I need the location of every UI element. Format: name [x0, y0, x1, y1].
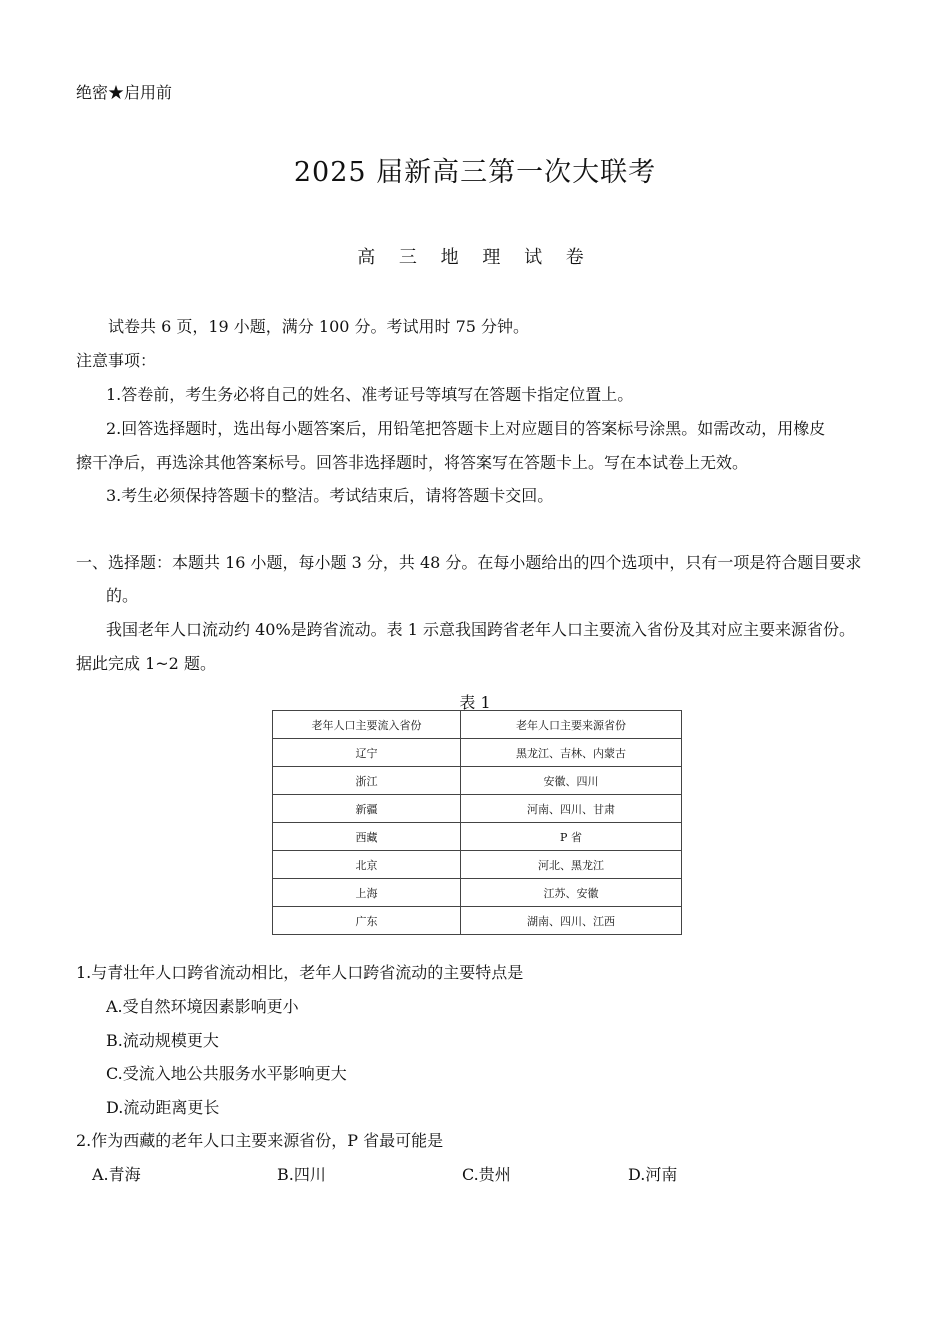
table-row — [273, 767, 682, 795]
source-cell: 黑龙江、吉林、内蒙古 — [461, 739, 682, 767]
source-cell: 河北、黑龙江 — [461, 851, 682, 879]
notice-item-3: 3.考生必须保持答题卡的整洁。考试结束后，请将答题卡交回。 — [106, 486, 554, 505]
notice-item-2-line-1: 2.回答选择题时，选出每小题答案后，用铅笔把答题卡上对应题目的答案标号涂黑。如需改动，用橡皮 — [106, 419, 826, 438]
question-2-option-d: D.河南 — [628, 1165, 678, 1184]
section-1-heading-line-2: 的。 — [106, 586, 139, 605]
subject-title: 高 三 地 理 试 卷 — [357, 247, 593, 268]
question-1-option-c: C.受流入地公共服务水平影响更大 — [106, 1064, 347, 1083]
inflow-cell: 北京 — [273, 851, 461, 879]
table-header-row — [273, 711, 682, 739]
source-cell: 安徽、四川 — [461, 767, 682, 795]
source-cell: 江苏、安徽 — [461, 879, 682, 907]
table-row — [273, 907, 682, 935]
migration-table — [272, 710, 682, 935]
table-row — [273, 823, 682, 851]
source-cell: 湖南、四川、江西 — [461, 907, 682, 935]
source-cell: 河南、四川、甘肃 — [461, 795, 682, 823]
source-cell: P 省 — [461, 823, 682, 851]
table-row — [273, 851, 682, 879]
question-2-option-b: B.四川 — [277, 1165, 326, 1184]
inflow-cell: 上海 — [273, 879, 461, 907]
material-line-1: 我国老年人口流动约 40%是跨省流动。表 1 示意我国跨省老年人口主要流入省份及其对应主要来源省份。 — [106, 620, 856, 639]
question-2-option-a: A.青海 — [92, 1165, 141, 1184]
table-caption: 表 1 — [459, 693, 491, 712]
secret-mark: 绝密★启用前 — [76, 83, 173, 102]
table-row — [273, 739, 682, 767]
notice-item-1: 1.答卷前，考生务必将自己的姓名、准考证号等填写在答题卡指定位置上。 — [106, 385, 634, 404]
question-1-option-b: B.流动规模更大 — [106, 1031, 219, 1050]
exam-title: 2025 届新高三第一次大联考 — [293, 157, 657, 188]
question-2-option-c: C.贵州 — [462, 1165, 511, 1184]
inflow-cell: 浙江 — [273, 767, 461, 795]
question-1-stem: 1.与青壮年人口跨省流动相比，老年人口跨省流动的主要特点是 — [76, 963, 524, 982]
section-1-heading-line-1: 一、选择题：本题共 16 小题，每小题 3 分，共 48 分。在每小题给出的四个选项中，只有一项是符合题目要求 — [76, 553, 862, 572]
header-source-province: 老年人口主要来源省份 — [461, 711, 682, 739]
question-1-option-a: A.受自然环境因素影响更小 — [106, 997, 299, 1016]
question-2-stem: 2.作为西藏的老年人口主要来源省份，P 省最可能是 — [76, 1131, 444, 1150]
notice-item-2-line-2: 擦干净后，再选涂其他答案标号。回答非选择题时，将答案写在答题卡上。写在本试卷上无效。 — [76, 453, 749, 472]
inflow-cell: 西藏 — [273, 823, 461, 851]
header-inflow-province: 老年人口主要流入省份 — [273, 711, 461, 739]
table-row — [273, 795, 682, 823]
exam-intro: 试卷共 6 页，19 小题，满分 100 分。考试用时 75 分钟。 — [108, 317, 530, 336]
question-1-option-d: D.流动距离更长 — [106, 1098, 220, 1117]
table-row — [273, 879, 682, 907]
inflow-cell: 新疆 — [273, 795, 461, 823]
inflow-cell: 辽宁 — [273, 739, 461, 767]
notice-heading: 注意事项： — [76, 351, 157, 370]
inflow-cell: 广东 — [273, 907, 461, 935]
material-line-2: 据此完成 1~2 题。 — [76, 654, 216, 673]
